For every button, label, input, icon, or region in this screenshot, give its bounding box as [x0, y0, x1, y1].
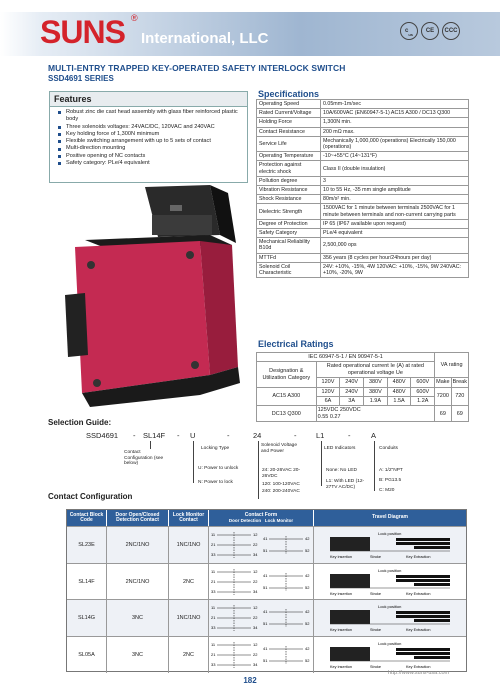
contact-form-diagram	[209, 637, 314, 673]
svg-text:Key insertion: Key insertion	[330, 664, 352, 669]
spec-value: IP 65 (IP67 available upon request)	[321, 219, 469, 228]
code-dash: -	[227, 431, 230, 440]
company-name: International, LLC	[141, 30, 269, 47]
feature-item: Positive opening of NC contacts	[58, 153, 241, 160]
svg-text:Key Extraction: Key Extraction	[406, 591, 431, 596]
svg-text:Stroke: Stroke	[370, 664, 381, 669]
svg-text:41: 41	[263, 609, 268, 615]
spec-row	[257, 118, 469, 127]
elec-std: IEC 60947-5-1 / EN 90947-5-1	[257, 353, 435, 362]
spec-row	[257, 219, 469, 228]
volt-header: 600V	[411, 378, 435, 387]
svg-text:42: 42	[305, 572, 310, 578]
svg-text:51: 51	[263, 547, 268, 553]
svg-text:Key Extraction: Key Extraction	[406, 554, 431, 559]
spec-label: Rated Current/Voltage	[257, 109, 321, 118]
travel-diagram	[314, 527, 466, 563]
spec-row	[257, 136, 469, 151]
svg-text:Lock position: Lock position	[378, 640, 402, 646]
spec-value: 2,500,000 ops	[321, 238, 469, 253]
door-contact: 2NC/1NO	[107, 564, 169, 600]
spec-label: Contact Resistance	[257, 127, 321, 136]
spec-value: PLe/4 equivalent	[321, 229, 469, 238]
contact-cfg-label: Contact Configuration (see below)	[124, 450, 164, 467]
contact-row	[67, 636, 466, 673]
ac-brk: 720	[451, 387, 468, 406]
code-dash: -	[294, 431, 297, 440]
svg-text:41: 41	[263, 535, 268, 541]
break-header: Break	[452, 379, 467, 386]
svg-text:34: 34	[253, 588, 258, 594]
spec-value: 356 years (8 cycles per hour/24hours per day)	[321, 253, 469, 262]
led-l1-option: L1: With LED (12-27TV AC/DC)	[326, 479, 365, 490]
ce-cert-icon: CE	[421, 22, 439, 40]
spec-label: Mechanical Reliability B10d	[257, 238, 321, 253]
spec-row	[257, 100, 469, 109]
contact-row	[67, 526, 466, 563]
spec-row	[257, 229, 469, 238]
lock-contact: 1NC/1NO	[169, 600, 209, 636]
va-rating-header: VA rating	[435, 353, 469, 378]
svg-text:33: 33	[211, 661, 216, 667]
svg-text:41: 41	[263, 572, 268, 578]
specifications-table	[256, 99, 469, 278]
footer-url: http://www.suns-usa.com	[388, 670, 450, 676]
spec-row	[257, 238, 469, 253]
code-voltage: 24	[253, 431, 262, 440]
spec-label: Degree of Protection	[257, 219, 321, 228]
col-form: Contact Form Door Detection Lock Monitor	[209, 510, 314, 526]
product-photo	[60, 185, 255, 410]
lock-contact: 1NC/1NO	[169, 527, 209, 563]
svg-text:11: 11	[211, 568, 216, 574]
travel-diagram	[314, 600, 466, 636]
spec-label: Vibration Resistance	[257, 186, 321, 195]
svg-text:11: 11	[211, 641, 216, 647]
series-label: SSD4691 SERIES	[48, 74, 114, 83]
spec-row	[257, 253, 469, 262]
cond-a-option: A: 1/2"NPT	[379, 468, 403, 473]
block-code: SL05A	[67, 637, 107, 673]
svg-text:42: 42	[305, 609, 310, 615]
svg-text:Lock position: Lock position	[378, 530, 402, 536]
spec-value: 10A/600VAC (EN60947-5-1) AC15 A300 / DC13 Q300	[321, 109, 469, 118]
conduit-label: Conduits	[379, 446, 398, 451]
contact-row	[67, 563, 466, 600]
volt-header: 380V	[364, 378, 388, 387]
svg-text:Key Extraction: Key Extraction	[406, 628, 431, 633]
svg-text:34: 34	[253, 661, 258, 667]
ac-amp: 1.2A	[411, 397, 435, 406]
col-code: Contact Block Code	[67, 510, 107, 526]
designation-header: Designation & Utilization Category	[257, 362, 317, 387]
rated-header: Rated operational current Ie (A) at rated operational voltage Ue	[316, 362, 435, 378]
door-contact: 3NC	[107, 600, 169, 636]
svg-text:34: 34	[253, 625, 258, 631]
feature-item: Key holding force of 1,300N minimum	[58, 131, 241, 138]
svg-text:Key insertion: Key insertion	[330, 554, 352, 559]
spec-row	[257, 176, 469, 185]
svg-text:21: 21	[211, 578, 216, 584]
col-lock: Lock Monitor Contact	[169, 510, 209, 526]
svg-text:52: 52	[305, 584, 310, 590]
spec-value: Mechanically 1,000,000 (operations) Electrically 150,000 (operations)	[321, 136, 469, 151]
feature-item: Robust zinc die cast head assembly with glass fiber reinforced plastic body	[58, 109, 241, 124]
volt-header: 240V	[340, 378, 364, 387]
electrical-ratings-table	[256, 352, 469, 422]
ac-cat: AC15 A300	[257, 387, 317, 406]
svg-text:33: 33	[211, 625, 216, 631]
svg-text:51: 51	[263, 621, 268, 627]
code-contact: SL14F	[143, 431, 166, 440]
cond-c-option: C: M20	[379, 488, 395, 493]
feature-item: Safety category: PLe/4 equivalent	[58, 160, 241, 167]
svg-text:Lock position: Lock position	[378, 567, 402, 573]
col-door: Door Open/Closed Detection Contact	[107, 510, 169, 526]
led-label: LED Indicators	[324, 446, 356, 451]
spec-row	[257, 262, 469, 277]
door-contact: 2NC/1NO	[107, 527, 169, 563]
spec-value: 80m/s² min.	[321, 195, 469, 204]
svg-text:11: 11	[211, 531, 216, 537]
dc-values: 125VDC 250VDC 0.55 0.27	[316, 406, 435, 422]
svg-text:Key insertion: Key insertion	[330, 628, 352, 633]
svg-text:Key insertion: Key insertion	[330, 591, 352, 596]
lock-contact: 2NC	[169, 564, 209, 600]
travel-diagram	[314, 564, 466, 600]
dc-cat: DC13 Q300	[257, 406, 317, 422]
feature-item: Three solenoids voltages: 24VAC/DC, 120VAC and 240VAC	[58, 124, 241, 131]
door-contact: 3NC	[107, 637, 169, 673]
travel-diagram	[314, 637, 466, 673]
csa-cert-icon: c us	[400, 22, 418, 40]
svg-text:12: 12	[253, 605, 258, 611]
spec-label: Holding Force	[257, 118, 321, 127]
spec-row	[257, 161, 469, 176]
ccc-cert-icon: CCC	[442, 22, 460, 40]
svg-text:34: 34	[253, 551, 258, 557]
spec-row	[257, 186, 469, 195]
spec-value: 10 to 55 Hz, -35 mm single amplitude	[321, 186, 469, 195]
spec-value: 24V: +10%, -15%, 4W 120VAC: +10%, -15%, 9W 240VAC: +10%, -20%, 9W	[321, 262, 469, 277]
svg-text:Stroke: Stroke	[370, 591, 381, 596]
svg-text:41: 41	[263, 645, 268, 651]
ac-volt: 600V	[411, 387, 435, 396]
svg-text:33: 33	[211, 551, 216, 557]
spec-row	[257, 127, 469, 136]
spec-label: Solenoid Coil Characteristic	[257, 262, 321, 277]
cert-marks	[400, 22, 460, 40]
block-code: SL14F	[67, 564, 107, 600]
ac-volt: 240V	[340, 387, 364, 396]
feature-item: Flexible switching arrangement with up to 5 sets of contact	[58, 138, 241, 145]
svg-text:21: 21	[211, 615, 216, 621]
ac-make: 7200	[435, 387, 451, 406]
code-base: SSD4691	[86, 431, 119, 440]
lock-contact: 2NC	[169, 637, 209, 673]
sol-120-option: 120: 100-120VAC	[262, 482, 300, 487]
svg-text:52: 52	[305, 657, 310, 663]
svg-text:12: 12	[253, 641, 258, 647]
ac-amp: 1.9A	[364, 397, 388, 406]
spec-label: Dielectric Strength	[257, 204, 321, 219]
spec-value: 200 mΩ max.	[321, 127, 469, 136]
locking-type-label: Locking Type	[201, 446, 230, 451]
page-number: 182	[243, 676, 257, 685]
selection-guide-heading: Selection Guide:	[48, 418, 112, 427]
svg-text:22: 22	[253, 615, 258, 621]
spec-row	[257, 152, 469, 161]
ac-volt: 380V	[364, 387, 388, 396]
svg-text:12: 12	[253, 568, 258, 574]
code-conduit: A	[371, 431, 377, 440]
svg-text:52: 52	[305, 621, 310, 627]
make-header: Make	[436, 379, 450, 386]
page-title: MULTI-ENTRY TRAPPED KEY-OPERATED SAFETY INTERLOCK SWITCH	[48, 63, 346, 73]
features-heading: Features	[50, 92, 247, 107]
svg-text:22: 22	[253, 541, 258, 547]
ac-amp: 3A	[340, 397, 364, 406]
suns-logo: SUNS	[40, 14, 125, 50]
spec-value: 1500VAC for 1 minute between terminals 2500VAC for 1 minute between terminals and non-current carrying parts	[321, 204, 469, 219]
contact-form-diagram	[209, 564, 314, 600]
svg-text:51: 51	[263, 584, 268, 590]
spec-row	[257, 204, 469, 219]
dc-make: 69	[435, 406, 451, 422]
svg-text:51: 51	[263, 657, 268, 663]
feature-item: Multi-direction mounting	[58, 145, 241, 152]
spec-value: 0.05mm-1m/sec	[321, 100, 469, 109]
ac-amp: 6A	[316, 397, 340, 406]
volt-header: 480V	[387, 378, 411, 387]
svg-text:11: 11	[211, 605, 216, 611]
specifications-heading: Specifications	[258, 89, 320, 99]
features-box	[49, 91, 248, 183]
contact-form-diagram	[209, 527, 314, 563]
lock-u-option: U: Power to unlock	[198, 466, 239, 471]
spec-row	[257, 109, 469, 118]
svg-text:22: 22	[253, 651, 258, 657]
svg-text:42: 42	[305, 535, 310, 541]
spec-label: Service Life	[257, 136, 321, 151]
code-dash: -	[348, 431, 351, 440]
code-dash: -	[177, 431, 180, 440]
spec-label: Pollution degree	[257, 176, 321, 185]
sol-24-option: 24: 20-26VAC 20-26VDC	[262, 468, 301, 479]
ac-amp: 1.5A	[387, 397, 411, 406]
contact-config-heading: Contact Configuration	[48, 492, 133, 501]
code-lock: U	[190, 431, 196, 440]
svg-text:33: 33	[211, 588, 216, 594]
spec-label: Protection against electric shock	[257, 161, 321, 176]
lock-n-option: N: Power to lock	[198, 480, 233, 485]
svg-text:Stroke: Stroke	[370, 554, 381, 559]
led-none-option: None: No LED	[326, 468, 357, 473]
svg-text:12: 12	[253, 531, 258, 537]
sol-240-option: 240: 200-240VAC	[262, 489, 300, 494]
dc-break: 69	[451, 406, 468, 422]
block-code: SL23E	[67, 527, 107, 563]
spec-value: 3	[321, 176, 469, 185]
selection-guide	[86, 431, 406, 496]
registered-mark: ®	[131, 13, 138, 23]
svg-text:21: 21	[211, 541, 216, 547]
electrical-heading: Electrical Ratings	[258, 339, 334, 349]
svg-text:21: 21	[211, 651, 216, 657]
spec-label: Operating Temperature	[257, 152, 321, 161]
spec-label: Operating Speed	[257, 100, 321, 109]
ac-volt: 480V	[387, 387, 411, 396]
svg-text:Lock position: Lock position	[378, 604, 402, 610]
spec-label: Safety Category	[257, 229, 321, 238]
volt-header: 120V	[316, 378, 340, 387]
spec-label: MTTFd	[257, 253, 321, 262]
svg-text:22: 22	[253, 578, 258, 584]
block-code: SL14G	[67, 600, 107, 636]
contact-row	[67, 599, 466, 636]
contact-config-table	[66, 509, 467, 672]
svg-text:52: 52	[305, 547, 310, 553]
ac-volt: 120V	[316, 387, 340, 396]
spec-value: -10~+55°C (14~131°F)	[321, 152, 469, 161]
col-travel: Travel Diagram	[372, 514, 408, 521]
contact-form-diagram	[209, 600, 314, 636]
spec-row	[257, 195, 469, 204]
code-dash: -	[133, 431, 136, 440]
spec-label: Shock Resistance	[257, 195, 321, 204]
svg-text:Stroke: Stroke	[370, 628, 381, 633]
solenoid-label: Solenoid Voltage and Power	[261, 443, 298, 454]
cond-b-option: B: PG13.5	[379, 478, 402, 483]
spec-value: Class II (double insulation)	[321, 161, 469, 176]
svg-text:42: 42	[305, 645, 310, 651]
svg-text:Key Extraction: Key Extraction	[406, 664, 431, 669]
spec-value: 1,300N min.	[321, 118, 469, 127]
code-led: L1	[316, 431, 325, 440]
